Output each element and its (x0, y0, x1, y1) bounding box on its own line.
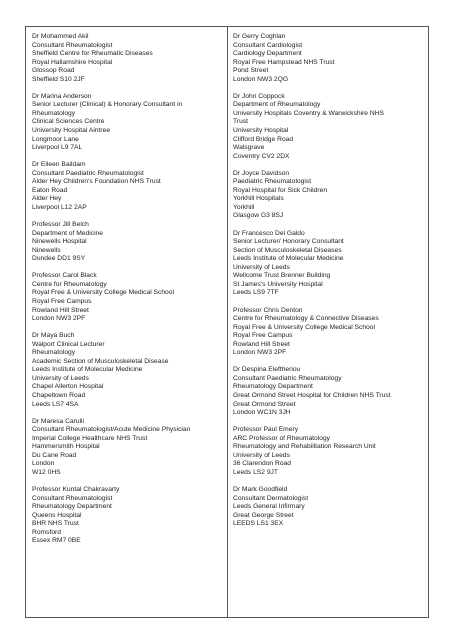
contact-detail-line: University Hospital Aintree (32, 127, 111, 135)
contact-detail-line: Royal Free Campus (233, 332, 293, 340)
contact-detail-line: Walsgrave (233, 144, 265, 152)
contact-detail-line: Paediatric Rheumatologist (233, 178, 312, 186)
contact-detail-line: Great Ormond Street (233, 400, 296, 408)
contact-name: Dr John Coppock (233, 92, 285, 100)
contact-detail-line: University Hospital (233, 127, 289, 135)
contact-detail-line: Glasgow G3 8SJ (233, 212, 284, 220)
contact-detail-line: Royal Hospital for Sick Children (233, 186, 328, 194)
contact-detail-line: London WC1N 3JH (233, 409, 291, 417)
contact-detail-line: Yorkhill Hospitals (233, 195, 284, 203)
contact-detail-line: ARC Professor of Rheumatology (233, 434, 331, 442)
contact-detail-line: Consultant Rheumatologist (32, 494, 113, 502)
contact-name: Professor Paul Emery (233, 426, 299, 434)
contact-detail-line: Centre for Rheumatology (32, 280, 107, 288)
contact-detail-line: Rowland Hill Street (32, 306, 89, 314)
contact-detail-line: University Hospitals Coventry & Warwickshire NHS (233, 109, 384, 117)
contact-detail-line: Consultant Rheumatologist (32, 41, 113, 49)
contact-detail-line: University of Leeds (32, 374, 89, 382)
contact-detail-line: Liverpool L9 7AL (32, 144, 83, 152)
contact-detail-line: Section of Musculoskeletal Diseases (233, 246, 342, 254)
contact-detail-line: Academic Section of Musculoskeletal Disease (32, 357, 169, 365)
contact-name: Dr Mark Goodfield (233, 485, 288, 493)
contact-entry (233, 426, 427, 477)
contact-name: Dr Mohammed Akil (32, 33, 89, 40)
contact-detail-line: Romsford (32, 528, 61, 536)
contact-name: Dr Joyce Davidson (233, 169, 290, 177)
contact-detail-line: Hammersmith Hospital (32, 443, 100, 451)
contact-name: Professor Chris Denton (233, 306, 303, 314)
contact-detail-line: Rowland Hill Street (233, 340, 290, 348)
contact-detail-line: Queens Hospital (32, 511, 82, 519)
contact-detail-line: Walport Clinical Lecturer (32, 340, 105, 348)
left-column (32, 33, 222, 554)
contact-detail-line: Leeds LS2 9JT (233, 468, 278, 476)
contact-detail-line: London NW3 2PF (32, 315, 86, 323)
contact-detail-line: Royal Free Hampstead NHS Trust (233, 58, 335, 66)
contact-entry (32, 332, 222, 409)
contact-detail-line: Clinical Sciences Centre (32, 118, 105, 126)
contact-detail-line: Great Ormond Street Hospital for Children NHS Trust (233, 391, 391, 399)
contact-entry (32, 93, 222, 153)
contact-detail-line: Eaton Road (32, 186, 68, 194)
contact-entry (233, 33, 427, 84)
contact-detail-line: Pond Street (233, 67, 269, 75)
contact-detail-line: St James's University Hospital (233, 280, 323, 288)
contact-entry (32, 161, 222, 212)
contact-detail-line: Glossop Road (32, 67, 75, 75)
contact-name: Dr Francesco Del Galdo (233, 229, 305, 237)
contact-detail-line: Royal Free & University College Medical School (32, 289, 174, 297)
contact-detail-line: Leeds General Infirmary (233, 503, 305, 511)
contact-detail-line: Yorkhill (233, 203, 255, 211)
column-divider (227, 27, 228, 617)
contact-name: Dr Eileen Baildam (32, 161, 86, 169)
contact-detail-line: Essex RM7 0BE (32, 537, 81, 545)
contact-detail-line: 36 Clarendon Road (233, 460, 291, 468)
contact-entry (32, 33, 222, 84)
contact-name: Dr Gerry Coghlan (233, 33, 286, 40)
contact-detail-line: Alder Hey (32, 195, 62, 203)
contact-detail-line: Leeds LS7 4SA (32, 400, 79, 408)
contact-detail-line: Imperial College Healthcare NHS Trust (32, 434, 148, 442)
contact-name: Dr Maresa Carulli (32, 417, 85, 425)
contact-detail-line: Longmoor Lane (32, 135, 79, 143)
contact-detail-line: BHR NHS Trust (32, 520, 79, 528)
contact-detail-line: Consultant Dermatologist (233, 494, 309, 502)
contacts-table (25, 26, 429, 618)
contact-entry (233, 307, 427, 358)
contact-detail-line: Leeds Institute of Molecular Medicine (32, 366, 143, 374)
contact-detail-line: Sheffield S10 2JF (32, 75, 85, 83)
contact-detail-line: Chapel Allerton Hospital (32, 383, 104, 391)
contact-detail-line: LEEDS LS1 3EX (233, 520, 284, 528)
contact-detail-line: Great George Street (233, 511, 294, 519)
contact-name: Dr Marina Anderson (32, 92, 92, 100)
contact-entry (233, 486, 427, 529)
contact-detail-line: Du Cane Road (32, 451, 77, 459)
contact-detail-line: Rheumatology (32, 109, 76, 117)
contact-detail-line: Wellcome Trust Brenner Building (233, 272, 331, 280)
contact-detail-line: Leeds Institute of Molecular Medicine (233, 255, 344, 263)
contact-detail-line: London (32, 460, 55, 468)
contact-detail-line: Trust (233, 118, 248, 126)
contact-detail-line: Cardiology Department (233, 50, 302, 58)
contact-detail-line: Consultant Cardiologist (233, 41, 303, 49)
contact-detail-line: Consultant Paediatric Rheumatologist (32, 169, 144, 177)
contact-detail-line: Rheumatology and Rehabilitation Research Unit (233, 443, 376, 451)
contact-detail-line: Consultant Rheumatologist/Acute Medicine Physician (32, 426, 191, 434)
contact-detail-line: Consultant Paediatric Rheumatology (233, 374, 342, 382)
contact-detail-line: London NW3 2QG (233, 75, 289, 83)
contact-detail-line: W12 0HS (32, 468, 61, 476)
contact-entry (233, 170, 427, 221)
contact-detail-line: Rheumatology (32, 349, 76, 357)
contact-detail-line: Clifford Bridge Road (233, 135, 294, 143)
contact-detail-line: Ninewells (32, 246, 61, 254)
contact-entry (32, 221, 222, 264)
contact-detail-line: Department of Rheumatology (233, 101, 321, 109)
contact-detail-line: University of Leeds (233, 451, 290, 459)
contact-detail-line: Centre for Rheumatology & Connective Diseases (233, 315, 379, 323)
contact-detail-line: Dundee DD1 9SY (32, 255, 86, 263)
contact-name: Professor Jill Belch (32, 221, 89, 229)
contact-name: Professor Carol Black (32, 272, 97, 280)
contact-entry (233, 230, 427, 298)
contact-detail-line: Department of Medicine (32, 229, 103, 237)
contact-detail-line: Senior Lecturer/ Honorary Consultant (233, 238, 344, 246)
contact-detail-line: Rheumatology Department (32, 503, 112, 511)
contact-detail-line: Alder Hey Children's Foundation NHS Trust (32, 178, 161, 186)
contact-detail-line: Coventry CV2 2DX (233, 152, 290, 160)
contact-entry (32, 272, 222, 323)
contact-detail-line: Ninewells Hospital (32, 238, 87, 246)
contact-detail-line: Rheumatology Department (233, 383, 313, 391)
contact-detail-line: Royal Free Campus (32, 297, 92, 305)
contact-entry (233, 366, 427, 417)
contact-detail-line: Sheffield Centre for Rheumatic Diseases (32, 50, 153, 58)
right-column (233, 33, 427, 537)
contact-detail-line: London NW3 2PF (233, 349, 287, 357)
contact-name: Dr Despina Eleftheriou (233, 366, 301, 374)
contact-entry (32, 486, 222, 546)
contact-name: Dr Maya Buch (32, 332, 75, 340)
contact-detail-line: Chapeltown Road (32, 391, 86, 399)
contact-detail-line: Royal Free & University College Medical School (233, 323, 375, 331)
contact-entry (233, 93, 427, 161)
contact-entry (32, 418, 222, 478)
contact-detail-line: University of Leeds (233, 263, 290, 271)
contact-detail-line: Liverpool L12 2AP (32, 203, 87, 211)
contact-name: Professor Kuntal Chakravarty (32, 485, 120, 493)
contact-detail-line: Senior Lecturer (Clinical) & Honorary Consultant in (32, 101, 183, 109)
contact-detail-line: Leeds LS9 7TF (233, 289, 279, 297)
contact-detail-line: Royal Hallamshire Hospital (32, 58, 113, 66)
